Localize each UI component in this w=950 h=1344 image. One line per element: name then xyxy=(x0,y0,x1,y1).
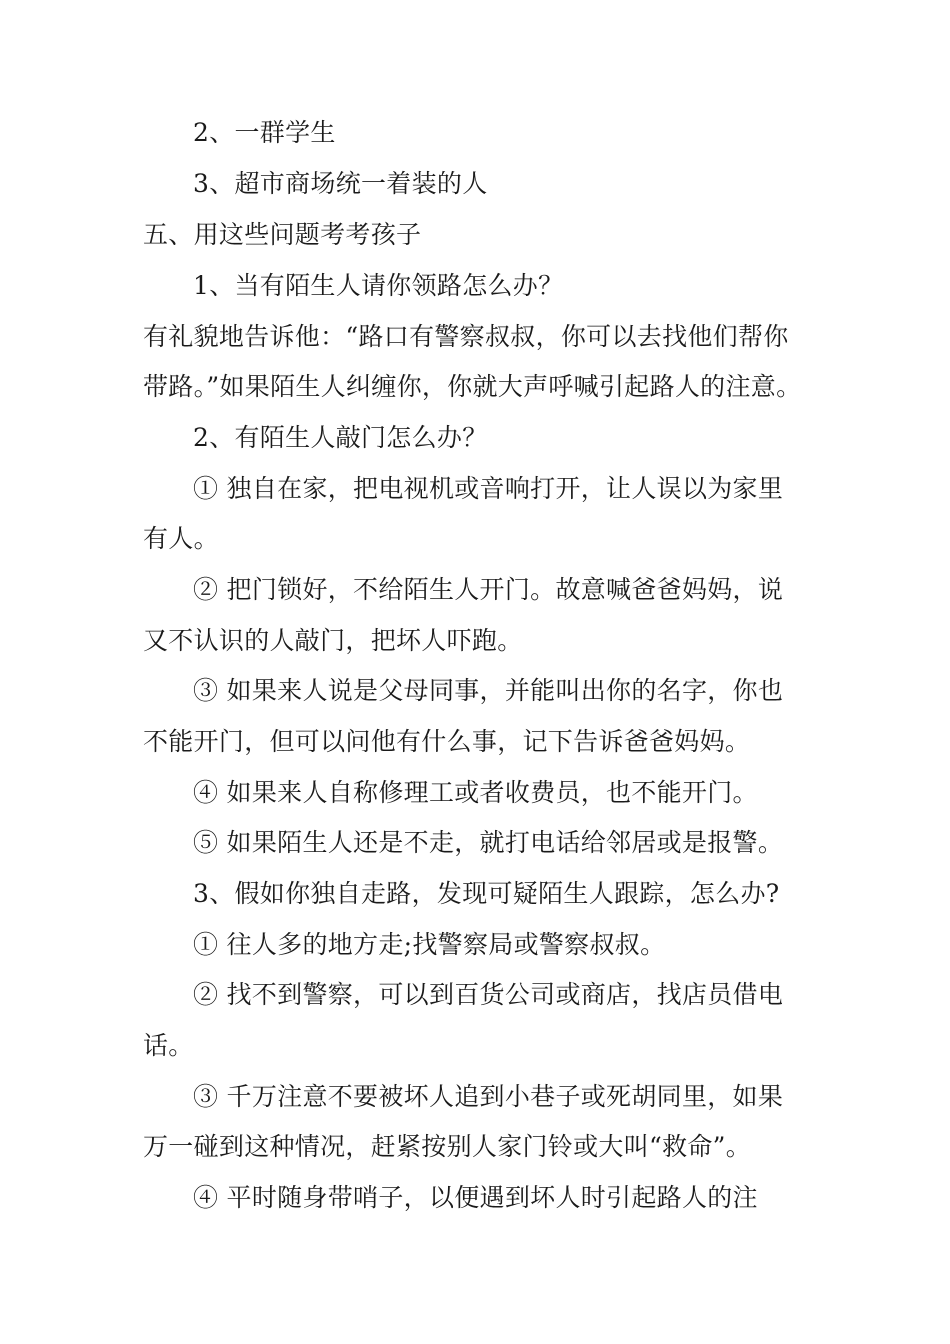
paragraph-line: 有人。 xyxy=(143,524,219,553)
section-heading: 五、用这些问题考考孩子 xyxy=(143,220,422,249)
question-heading: 1、当有陌生人请你领路怎么办？ xyxy=(193,271,564,300)
list-item: 2、一群学生 xyxy=(193,118,336,147)
list-item: ④ 平时随身带哨子，以便遇到坏人时引起路人的注 xyxy=(193,1183,758,1212)
paragraph-line: 不能开门，但可以问他有什么事，记下告诉爸爸妈妈。 xyxy=(143,727,751,756)
list-item: ① 独自在家，把电视机或音响打开，让人误以为家里 xyxy=(193,474,784,503)
list-item: ① 往人多的地方走;找警察局或警察叔叔。 xyxy=(193,930,666,959)
paragraph-line: 话。 xyxy=(143,1031,194,1060)
question-heading: 3、假如你独自走路，发现可疑陌生人跟踪，怎么办? xyxy=(193,879,780,908)
paragraph-line: 有礼貌地告诉他：“路口有警察叔叔，你可以去找他们帮你 xyxy=(143,322,789,351)
paragraph-line: 带路。”如果陌生人纠缠你，你就大声呼喊引起路人的注意。 xyxy=(143,372,802,401)
list-item: ③ 如果来人说是父母同事，并能叫出你的名字，你也 xyxy=(193,676,784,705)
paragraph-line: 万一碰到这种情况，赶紧按别人家门铃或大叫“救命”。 xyxy=(143,1132,752,1161)
list-item: ② 把门锁好，不给陌生人开门。故意喊爸爸妈妈，说 xyxy=(193,575,784,604)
question-heading: 2、有陌生人敲门怎么办？ xyxy=(193,423,488,452)
list-item: ⑤ 如果陌生人还是不走，就打电话给邻居或是报警。 xyxy=(193,828,784,857)
list-item: ② 找不到警察，可以到百货公司或商店，找店员借电 xyxy=(193,980,784,1009)
list-item: ④ 如果来人自称修理工或者收费员，也不能开门。 xyxy=(193,778,758,807)
list-item: 3、超市商场统一着装的人 xyxy=(193,169,488,198)
list-item: ③ 千万注意不要被坏人追到小巷子或死胡同里，如果 xyxy=(193,1082,784,1111)
paragraph-line: 又不认识的人敲门，把坏人吓跑。 xyxy=(143,626,523,655)
